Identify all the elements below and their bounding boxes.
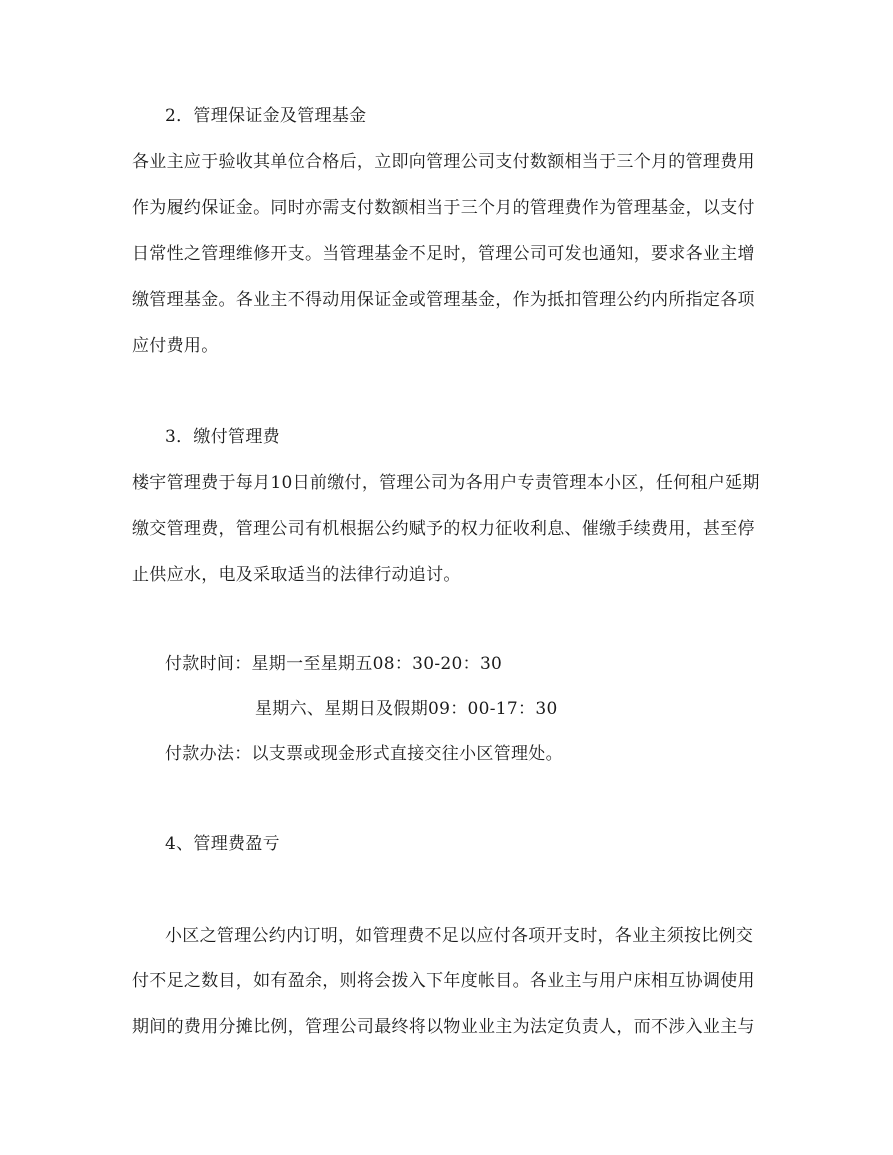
paragraph-line: 日常性之管理维修开支。当管理基金不足时，管理公司可发也通知，要求各业主增 [132, 244, 755, 264]
paragraph-line: 楼宇管理费于每月10日前缴付，管理公司为各用户专责管理本小区，任何租户延期 [132, 473, 760, 493]
paragraph-line: 缴交管理费，管理公司有机根据公约赋予的权力征收利息、催缴手续费用，甚至停 [132, 519, 755, 539]
paragraph-line: 止供应水，电及采取适当的法律行动追讨。 [132, 565, 461, 585]
section-heading: 3．缴付管理费 [165, 427, 280, 447]
paragraph-line: 应付费用。 [132, 336, 219, 356]
paragraph-line: 缴管理基金。各业主不得动用保证金或管理基金，作为抵扣管理公约内所指定各项 [132, 290, 755, 310]
paragraph-line: 小区之管理公约内订明，如管理费不足以应付各项开支时，各业主须按比例交 [165, 926, 754, 946]
section-heading: 4、管理费盈亏 [165, 834, 280, 854]
section-heading: 2．管理保证金及管理基金 [165, 106, 367, 126]
payment-time-weekend: 星期六、星期日及假期09：00-17：30 [255, 699, 558, 719]
paragraph-line: 各业主应于验收其单位合格后，立即向管理公司支付数额相当于三个月的管理费用 [132, 152, 755, 172]
paragraph-line: 期间的费用分摊比例，管理公司最终将以物业业主为法定负责人，而不涉入业主与 [132, 1017, 755, 1037]
paragraph-line: 作为履约保证金。同时亦需支付数额相当于三个月的管理费作为管理基金，以支付 [132, 198, 755, 218]
payment-method: 付款办法：以支票或现金形式直接交往小区管理处。 [165, 744, 563, 764]
paragraph-line: 付不足之数目，如有盈余，则将会拨入下年度帐目。各业主与用户床相互协调使用 [132, 971, 755, 991]
payment-time: 付款时间：星期一至星期五08：30-20：30 [165, 654, 503, 674]
